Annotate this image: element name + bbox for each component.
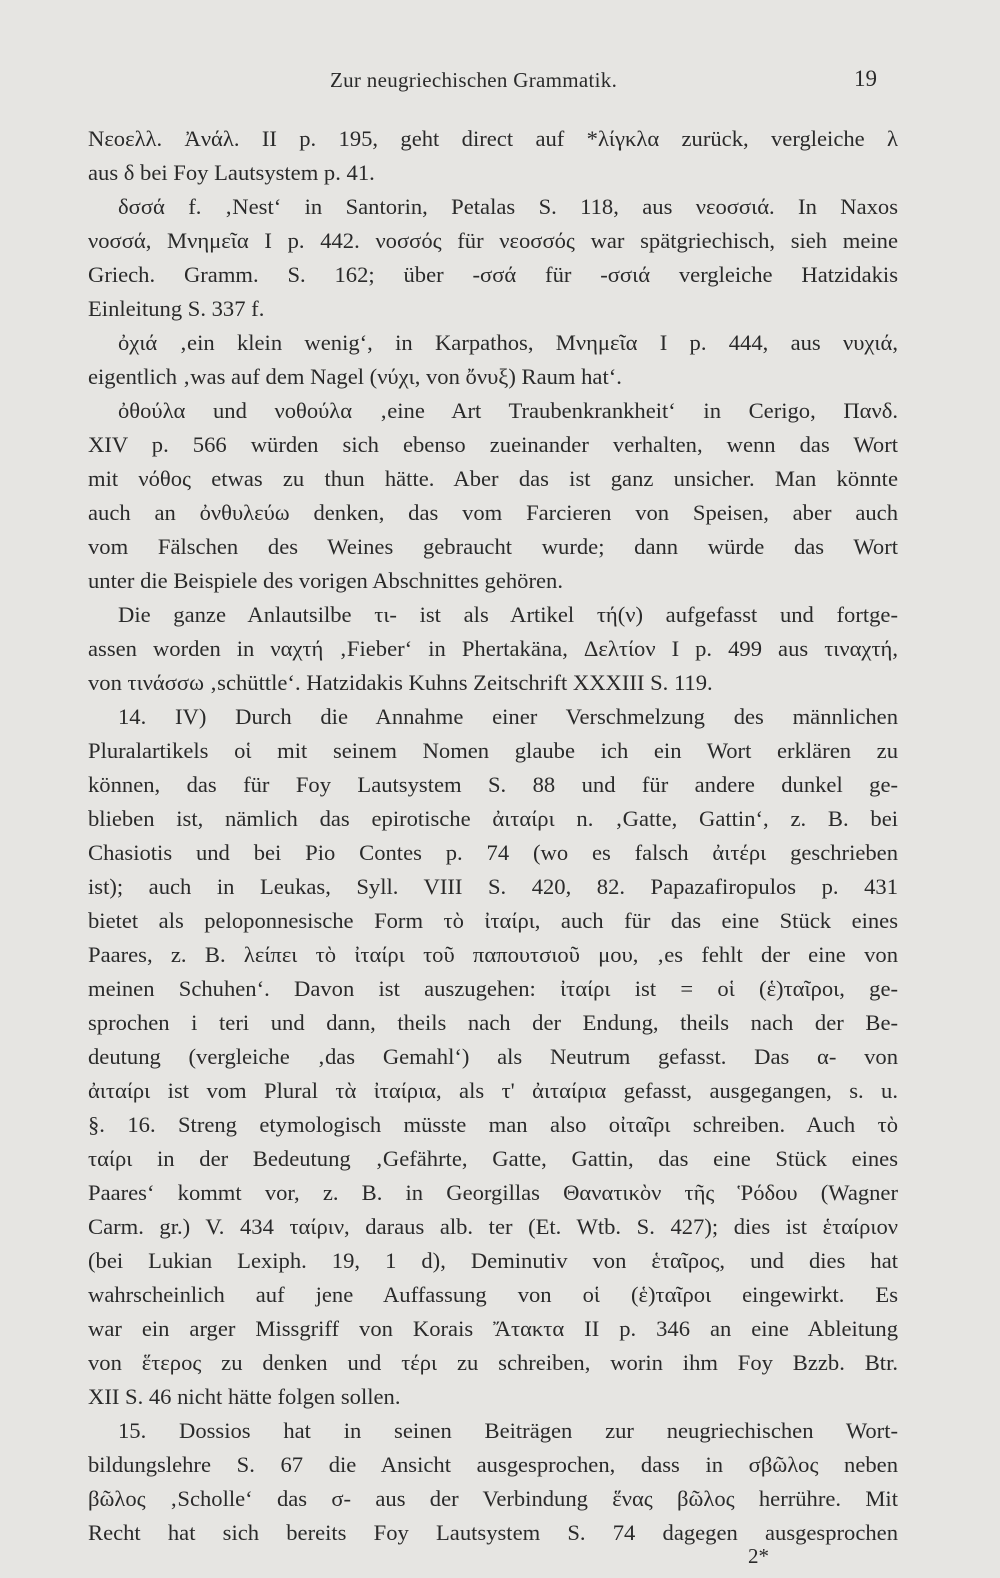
running-head-title: Zur neugriechischen Grammatik.: [330, 68, 618, 92]
text-line: von τινάσσω ‚schüttle‘. Hatzidakis Kuhns Zeitschrift XXXIII S. 119.: [88, 670, 713, 695]
text-line: XII S. 46 nicht hätte folgen sollen.: [88, 1384, 401, 1409]
text-line: Chasiotis und bei Pio Contes p. 74 (wo es falsch ἀιτέρι geschrieben: [88, 840, 898, 865]
text-line: §. 16. Streng etymologisch müsste man also οἰταῖρι schreiben. Auch τὸ: [88, 1112, 898, 1137]
text-line: XIV p. 566 würden sich ebenso zueinander verhalten, wenn das Wort: [88, 432, 898, 457]
text-line: wahrscheinlich auf jene Auffassung von οἱ (ἑ)ταῖροι eingewirkt. Es: [88, 1282, 898, 1307]
signature-mark: 2*: [748, 1544, 769, 1568]
text-line: sprochen i teri und dann, theils nach der Endung, theils nach der Be-: [88, 1010, 898, 1035]
text-line: eigentlich ‚was auf dem Nagel (νύχι, von ὄνυξ) Raum hat‘.: [88, 364, 622, 389]
page-number: 19: [854, 66, 877, 91]
text-line: können, das für Foy Lautsystem S. 88 und für andere dunkel ge-: [88, 772, 898, 797]
text-line: 14. IV) Durch die Annahme einer Verschmelzung des männlichen: [118, 704, 898, 729]
body-text: [88, 122, 898, 1550]
text-line: assen worden in ναχτή ‚Fieber‘ in Phertakäna, Δελτίον I p. 499 aus τιναχτή,: [88, 636, 898, 661]
text-line: Recht hat sich bereits Foy Lautsystem S. 74 dagegen ausgesprochen: [88, 1520, 898, 1545]
text-line: ἀιταίρι ist vom Plural τὰ ἰταίρια, als τ' ἀιταίρια gefasst, ausgegangen, s. u.: [88, 1078, 898, 1103]
text-line: bildungslehre S. 67 die Ansicht ausgesprochen, dass in σβῶλος neben: [88, 1452, 898, 1477]
text-line: 15. Dossios hat in seinen Beiträgen zur neugriechischen Wort-: [118, 1418, 898, 1443]
text-line: von ἕτερος zu denken und τέρι zu schreiben, worin ihm Foy Bzzb. Btr.: [88, 1350, 898, 1375]
text-line: meinen Schuhen‘. Davon ist auszugehen: ἰταίρι ist = οἱ (ἑ)ταῖροι, ge-: [88, 976, 898, 1001]
text-line: vom Fälschen des Weines gebraucht wurde; dann würde das Wort: [88, 534, 898, 559]
text-line: aus δ bei Foy Lautsystem p. 41.: [88, 160, 375, 185]
text-line: (bei Lukian Lexiph. 19, 1 d), Deminutiv von ἑταῖρος, und dies hat: [88, 1248, 898, 1273]
text-line: mit νόθος etwas zu thun hätte. Aber das ist ganz unsicher. Man könnte: [88, 466, 898, 491]
text-line: ist); auch in Leukas, Syll. VIII S. 420, 82. Papazafiropulos p. 431: [88, 874, 898, 899]
text-line: bietet als peloponnesische Form τὸ ἰταίρι, auch für das eine Stück eines: [88, 908, 898, 933]
text-line: blieben ist, nämlich das epirotische ἀιταίρι n. ‚Gatte, Gattin‘, z. B. bei: [88, 806, 898, 831]
text-line: Griech. Gramm. S. 162; über -σσά für -σσιά vergleiche Hatzidakis: [88, 262, 898, 287]
text-line: Einleitung S. 337 f.: [88, 296, 265, 321]
text-line: νοσσά, Μνημεῖα I p. 442. νοσσός für νεοσσός war spätgriechisch, sieh meine: [88, 228, 898, 253]
text-line: Die ganze Anlautsilbe τι- ist als Artikel τή(ν) aufgefasst und fortge-: [118, 602, 898, 627]
text-line: auch an ὀνθυλεύω denken, das vom Farcieren von Speisen, aber auch: [88, 500, 898, 525]
running-head: [0, 68, 1000, 102]
text-line: deutung (vergleiche ‚das Gemahl‘) als Neutrum gefasst. Das α- von: [88, 1044, 898, 1069]
text-line: Paares‘ kommt vor, z. B. in Georgillas Θανατικὸν τῆς Ῥόδου (Wagner: [88, 1180, 898, 1205]
text-line: δσσά f. ‚Nest‘ in Santorin, Petalas S. 118, aus νεοσσιά. In Naxos: [118, 194, 898, 219]
text-line: war ein arger Missgriff von Korais Ἄτακτα II p. 346 an eine Ableitung: [88, 1316, 898, 1341]
text-line: βῶλος ‚Scholle‘ das σ- aus der Verbindung ἕνας βῶλος herrühre. Mit: [88, 1486, 898, 1511]
text-line: ὀχιά ‚ein klein wenig‘, in Karpathos, Μνημεῖα I p. 444, aus νυχιά,: [118, 330, 898, 355]
text-line: Paares, z. B. λείπει τὸ ἰταίρι τοῦ παπουτσιοῦ μου, ‚es fehlt der eine von: [88, 942, 898, 967]
text-line: ταίρι in der Bedeutung ‚Gefährte, Gatte, Gattin, das eine Stück eines: [88, 1146, 898, 1171]
text-line: Pluralartikels οἱ mit seinem Nomen glaube ich ein Wort erklären zu: [88, 738, 898, 763]
text-line: unter die Beispiele des vorigen Abschnittes gehören.: [88, 568, 563, 593]
text-line: Carm. gr.) V. 434 ταίριν, daraus alb. ter (Et. Wtb. S. 427); dies ist ἑταίριον: [88, 1214, 898, 1239]
text-line: Νεοελλ. Ἀνάλ. II p. 195, geht direct auf *λίγκλα zurück, vergleiche λ: [88, 126, 898, 151]
text-line: ὀθούλα und νοθούλα ‚eine Art Traubenkrankheit‘ in Cerigo, Πανδ.: [118, 398, 898, 423]
